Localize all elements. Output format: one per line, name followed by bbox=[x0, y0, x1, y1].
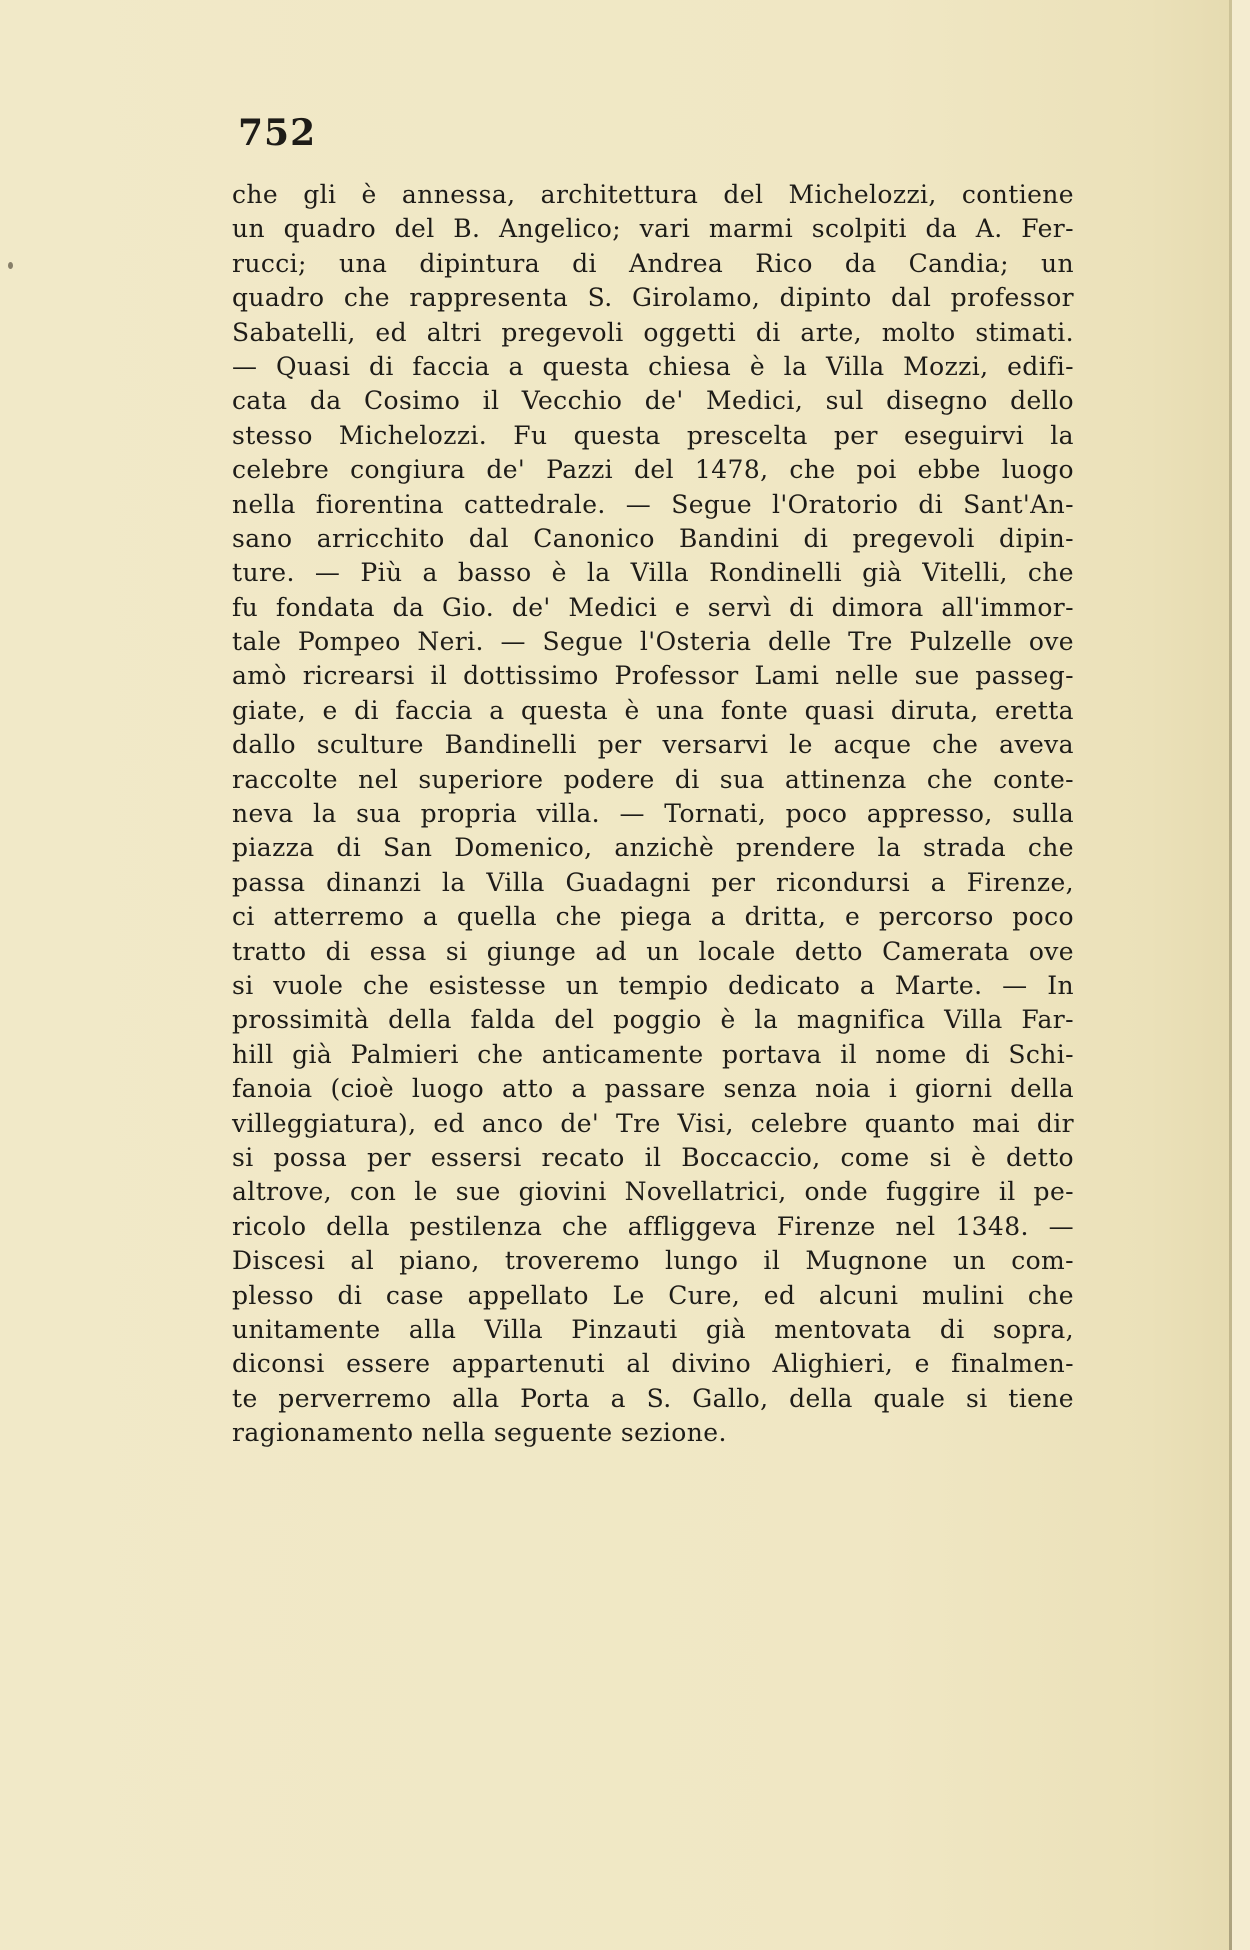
text-line: quadro che rappresenta S. Girolamo, dipinto dal professor bbox=[232, 283, 1074, 313]
text-line: neva la sua propria villa. — Tornati, poco appresso, sulla bbox=[232, 799, 1074, 829]
text-line: ture. — Più a basso è la Villa Rondinelli già Vitelli, che bbox=[232, 558, 1074, 588]
text-line-last: ragionamento nella seguente sezione. bbox=[232, 1418, 727, 1448]
text-line: ricolo della pestilenza che affliggeva Firenze nel 1348. — bbox=[232, 1211, 1074, 1241]
text-line: — Quasi di faccia a questa chiesa è la Villa Mozzi, edifi- bbox=[232, 351, 1074, 381]
text-line: Discesi al piano, troveremo lungo il Mugnone un com- bbox=[232, 1246, 1074, 1276]
body-text bbox=[232, 178, 1074, 1450]
text-line: giate, e di faccia a questa è una fonte quasi diruta, eretta bbox=[232, 695, 1074, 725]
text-line: altrove, con le sue giovini Novellatrici, onde fuggire il pe- bbox=[232, 1177, 1074, 1207]
text-line: villeggiatura), ed anco de' Tre Visi, celebre quanto mai dir bbox=[232, 1108, 1074, 1138]
text-line: passa dinanzi la Villa Guadagni per ricondursi a Firenze, bbox=[232, 867, 1074, 897]
page-number: 752 bbox=[238, 112, 317, 154]
text-line: Sabatelli, ed altri pregevoli oggetti di arte, molto stimati. bbox=[232, 317, 1074, 347]
text-line: si vuole che esistesse un tempio dedicato a Marte. — In bbox=[232, 970, 1074, 1000]
text-line: rucci; una dipintura di Andrea Rico da Candia; un bbox=[232, 248, 1074, 278]
text-line: un quadro del B. Angelico; vari marmi scolpiti da A. Fer- bbox=[232, 214, 1074, 244]
text-line: nella fiorentina cattedrale. — Segue l'Oratorio di Sant'An- bbox=[232, 489, 1074, 519]
text-line: prossimità della falda del poggio è la magnifica Villa Far- bbox=[232, 1005, 1074, 1035]
ink-spot bbox=[8, 262, 13, 269]
page-margin-strip bbox=[1232, 0, 1250, 1950]
text-line: sano arricchito dal Canonico Bandini di pregevoli dipin- bbox=[232, 523, 1074, 553]
text-line: stesso Michelozzi. Fu questa prescelta per eseguirvi la bbox=[232, 420, 1074, 450]
text-line: amò ricrearsi il dottissimo Professor Lami nelle sue passeg- bbox=[232, 661, 1074, 691]
text-line: che gli è annessa, architettura del Michelozzi, contiene bbox=[232, 180, 1074, 209]
text-line: cata da Cosimo il Vecchio de' Medici, sul disegno dello bbox=[232, 386, 1074, 416]
text-line: fanoia (cioè luogo atto a passare senza noia i giorni della bbox=[232, 1074, 1074, 1104]
text-line: unitamente alla Villa Pinzauti già mentovata di sopra, bbox=[232, 1314, 1074, 1344]
text-line: dallo sculture Bandinelli per versarvi le acque che aveva bbox=[232, 730, 1074, 760]
text-line: fu fondata da Gio. de' Medici e servì di dimora all'immor- bbox=[232, 592, 1074, 622]
text-line: plesso di case appellato Le Cure, ed alcuni mulini che bbox=[232, 1280, 1074, 1310]
text-line: te perverremo alla Porta a S. Gallo, della quale si tiene bbox=[232, 1383, 1074, 1413]
text-line: diconsi essere appartenuti al divino Alighieri, e finalmen- bbox=[232, 1349, 1074, 1379]
text-line: tale Pompeo Neri. — Segue l'Osteria delle Tre Pulzelle ove bbox=[232, 627, 1074, 657]
text-line: tratto di essa si giunge ad un locale detto Camerata ove bbox=[232, 936, 1074, 966]
text-line: piazza di San Domenico, anzichè prendere la strada che bbox=[232, 833, 1074, 863]
text-line: raccolte nel superiore podere di sua attinenza che conte- bbox=[232, 764, 1074, 794]
text-line: hill già Palmieri che anticamente portava il nome di Schi- bbox=[232, 1039, 1074, 1069]
text-line: celebre congiura de' Pazzi del 1478, che poi ebbe luogo bbox=[232, 455, 1074, 485]
text-line: si possa per essersi recato il Boccaccio, come si è detto bbox=[232, 1142, 1074, 1172]
text-line: ci atterremo a quella che piega a dritta, e percorso poco bbox=[232, 902, 1074, 932]
